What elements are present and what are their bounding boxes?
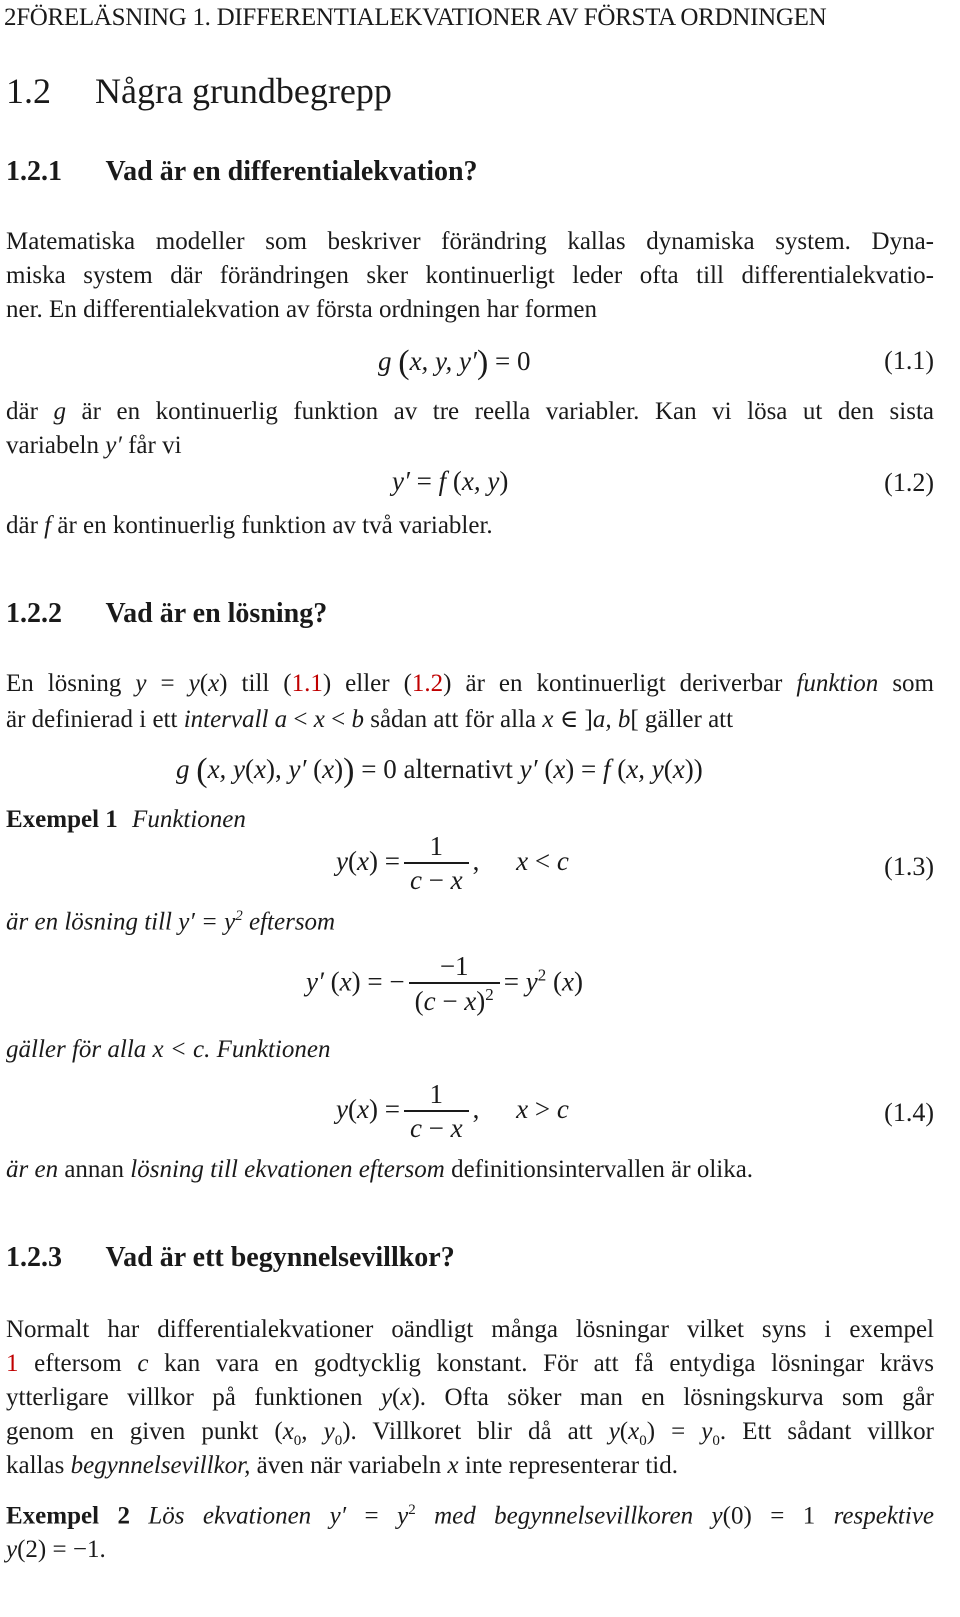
equation-1-4: y(x) = $\frac{1}{c - x}$ , x > c (336, 1079, 569, 1143)
paragraph-line: där f är en kontinuerlig funktion av två variabler. (6, 512, 493, 539)
equation-number: (1.1) (884, 346, 934, 375)
paragraph-line: 1 eftersom c kan vara en godtycklig konstant. För att få entydiga lösningar krävs (6, 1350, 935, 1377)
example-2-heading: Exempel 2 Lös ekvationen $y' = y^2$ med begynnelsevillkoren y(0) = 1 respektive (6, 1502, 935, 1530)
subsection-heading-3 (6, 1242, 455, 1274)
subsection-heading-1 (6, 156, 478, 188)
paragraph-line: En lösning y = y(x) till (1.1) eller (1.2) är en kontinuerligt deriverbar funktion som (6, 670, 934, 697)
paragraph-line: är en annan lösning till ekvationen eftersom definitionsintervallen är olika. (6, 1156, 754, 1183)
subsection-title: Vad är en differentialekvation? (105, 156, 478, 187)
paragraph-line: ytterligare villkor på funktionen y(x). Ofta söker man en lösningskurva som går (6, 1384, 935, 1411)
paragraph-line: genom en given punkt ($x_0$, $y_0$). Villkoret blir då att $y(x_0) = y_0$. Ett sådant villkor (6, 1418, 935, 1449)
running-header: 2FÖRELÄSNING 1. DIFFERENTIALEKVATIONER AV FÖRSTA ORDNINGEN (4, 4, 827, 31)
equation-number: (1.3) (884, 852, 934, 881)
subsection-number: 1.2.1 (6, 156, 62, 187)
paragraph-line: där g är en kontinuerlig funktion av tre reella variabler. Kan vi lösa ut den sista (6, 398, 935, 425)
derivative-equation: y′ (x) = − $\frac{-1}{(c - x)^2}$ = $y^2$ (x) (306, 951, 583, 1016)
paragraph-line: variabeln y′ får vi (6, 432, 182, 459)
paragraph-line: ner. En differentialekvation av första ordningen har formen (6, 296, 597, 323)
subsection-heading-2 (6, 598, 327, 630)
paragraph-line: miska system där förändringen sker kontinuerligt leder ofta till differentialekvatio- (6, 262, 934, 289)
equation-number: (1.2) (884, 468, 934, 497)
example-1-heading: Exempel 1 Funktionen (6, 806, 246, 833)
paragraph-line: är en lösning till $y' = y^2$ eftersom (6, 908, 336, 936)
example-label: Exempel 2 (6, 1502, 130, 1530)
equation-1-2: y′ = f (x, y) (392, 466, 509, 496)
paragraph-line: Matematiska modeller som beskriver förändring kallas dynamiska system. Dyna- (6, 228, 934, 255)
subsection-number: 1.2.2 (6, 598, 62, 629)
paragraph-line: y(2) = −1. (6, 1536, 106, 1563)
paragraph-line: är definierad i ett intervall a < x < b sådan att för alla x ∈ ]a, b[ gäller att (6, 706, 734, 733)
section-heading (6, 70, 392, 112)
subsection-number: 1.2.3 (6, 1242, 62, 1273)
equation-1-1: g (x, y, y′) = 0 (378, 344, 531, 381)
solution-condition: g (x, y(x), y′ (x)) = 0 alternativt y′ (x) = f (x, y(x)) (176, 752, 703, 789)
paragraph-line: gäller för alla x < c. Funktionen (6, 1036, 331, 1063)
section-title: Några grundbegrepp (95, 71, 392, 111)
example-reference[interactable]: 1 (6, 1350, 19, 1377)
paragraph-line: Normalt har differentialekvationer oändligt många lösningar vilket syns i exempel (6, 1316, 934, 1343)
equation-number: (1.4) (884, 1098, 934, 1127)
subsection-title: Vad är ett begynnelsevillkor? (105, 1242, 455, 1273)
example-label: Exempel 1 (6, 806, 118, 833)
paragraph-line: kallas begynnelsevillkor, även när variabeln x inte representerar tid. (6, 1452, 678, 1479)
subsection-title: Vad är en lösning? (105, 598, 328, 629)
section-number: 1.2 (6, 71, 51, 111)
equation-1-3: y(x) = $\frac{1}{c - x}$ , x < c (336, 831, 569, 895)
